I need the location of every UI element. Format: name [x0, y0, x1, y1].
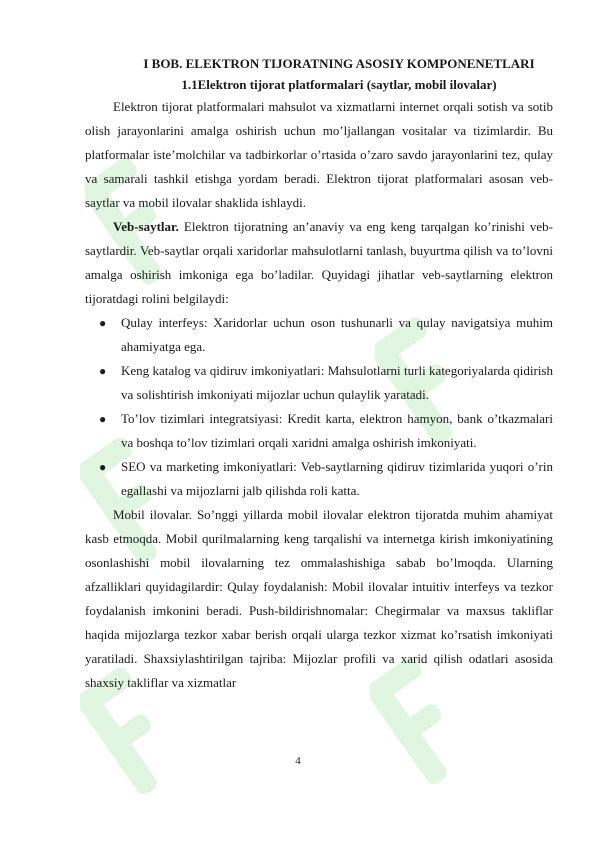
list-item: ● SEO va marketing imkoniyatlari: Veb-saytlarning qidiruv tizimlarida yuqori o’rin egallashi va mijozlarni jalb qilishda roli katta.	[85, 455, 553, 503]
paragraph-mobile-apps: Mobil ilovalar. So’nggi yillarda mobil ilovalar elektron tijoratda muhim ahamiyat kasb etmoqda. Mobil qurilmalarning keng tarqalishi va internetga kirish imkoniyatining osonlashishi mobil ilovalarning tez ommalashishiga sabab bo’lmoqda. Ularning afzalliklari quyidagilardir: Qulay foydalanish: Mobil ilovalar intuitiv interfeys va tezkor foydalanish imkonini beradi. Push-bildirishnomalar: Chegirmalar va maxsus takliflar haqida mijozlarga tezkor xabar berish orqali ularga tezkor xizmat ko’rsatish imkoniyati yaratiladi. Shaxsiylashtirilgan tajriba: Mijozlar profili va xarid qilish odatlari asosida shaxsiy takliflar va xizmatlar	[85, 507, 553, 690]
list-item: ● To’lov tizimlari integratsiyasi: Kredit karta, elektron hamyon, bank o’tkazmalari va boshqa to’lov tizimlari orqali xaridni amalga oshirish imkoniyati.	[85, 407, 553, 455]
section-title: 1.1Elektron tijorat platformalari (saytlar, mobil ilovalar)	[181, 77, 497, 92]
list-item: ● Qulay interfeys: Xaridorlar uchun oson tushunarli va qulay navigatsiya muhim ahamiyatga ega.	[85, 311, 553, 359]
page-number: 4	[295, 755, 301, 767]
bullet-icon: ●	[99, 316, 107, 330]
paragraph-intro: Elektron tijorat platformalari mahsulot va xizmatlarni internet orqali sotish va sotib olish jarayonlarini amalga oshirish uchun mo’ljallangan vositalar va tizimlardir. Bu platformalar iste’molchilar va tadbirkorlar o’rtasida o’zaro savdo jarayonlarini tez, qulay va samarali tashkil etishga yordam beradi. Elektron tijorat platformalari asosan veb-saytlar va mobil ilovalar shaklida ishlaydi.	[85, 99, 553, 210]
list-item: ● Keng katalog va qidiruv imkoniyatlari: Mahsulotlarni turli kategoriyalarda qidirish va solishtirish imkoniyati mijozlar uchun qulaylik yaratadi.	[85, 359, 553, 407]
website-features-list	[85, 311, 553, 503]
paragraph-websites	[85, 215, 553, 311]
chapter-title: I BOB. ELEKTRON TIJORATNING ASOSIY KOMPONENETLARI	[143, 56, 535, 71]
paragraph-websites-lead: Veb-saytlar.	[113, 219, 179, 234]
bullet-icon: ●	[99, 412, 107, 426]
bullet-icon: ●	[99, 460, 107, 474]
document-body	[85, 55, 553, 695]
paragraph-websites-text: Elektron tijoratning an’anaviy va eng keng tarqalgan ko’rinishi veb-saytlardir. Veb-saytlar orqali xaridorlar mahsulotlarni tanlash, buyurtma qilish va to’lovni amalga oshirish imkoniga ega bo’ladilar. Quyidagi jihatlar veb-saytlarning elektron tijoratdagi rolini belgilaydi:	[85, 219, 553, 306]
bullet-icon: ●	[99, 364, 107, 378]
